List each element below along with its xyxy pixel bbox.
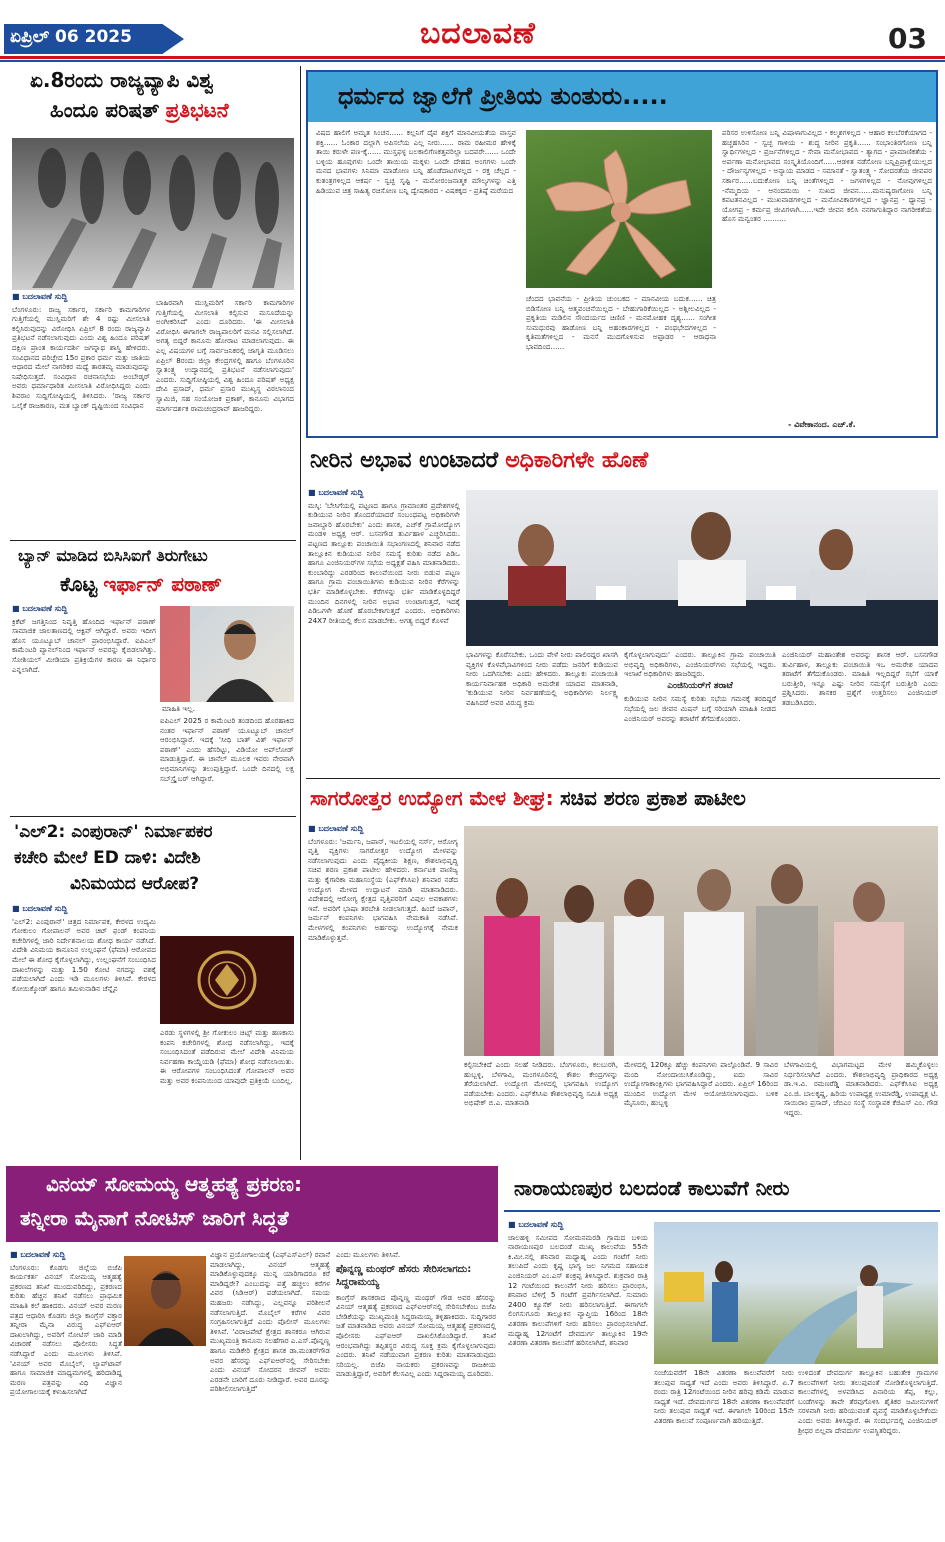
canal-byline: ■ ಬದಲಾವಣೆ ಸುದ್ದಿ	[508, 1220, 564, 1229]
jobfair-body-col3: ಮೇಳದಲ್ಲಿ 120ಕ್ಕೂ ಹೆಚ್ಚು ಕಂಪನಿಗಳು ಪಾಲ್ಗೊಂಡಿವೆ. 9 ಸಾವಿರ ಮಂದಿ ನೋಂದಾಯಿಸಿಕೊಂಡಿದ್ದು, ಐದು ಸಾವಿರ ಉದ್ಯೋಗಾಕಾಂಕ್ಷಿಗಳು ಭಾಗವಹಿಸಿದ್ದಾರೆ ಎಂದರು. ಏಪ್ರಿಲ್ 16ರಿಂದ ಮುಂದಿನ ಉದ್ಯೋಗ ಮೇಳ ಆಯೋಜಿಸಲಾಗುವುದು. ಬಳಿಕ ಮೈಸೂರು, ಹುಬ್ಬಳ್ಳಿ	[624, 1060, 778, 1108]
vhp-headline-red: ಪ್ರತಿಭಟನೆ	[165, 98, 229, 122]
jobfair-body-col4: ಬೆಳಗಾವಿಯಲ್ಲಿ ವಿಭಾಗಮಟ್ಟದ ಮೇಳ ಹಮ್ಮಿಕೊಳ್ಳಲು ನಿರ್ಧರಿಸಲಾಗಿದೆ ಎಂದರು. ಕೌಶಲಾಭಿವೃದ್ಧಿ ಪ್ರಾಧಿಕಾರದ ಅಧ್ಯಕ್ಷ ಡಾ.ಇ.ವಿ. ರಮಣರೆಡ್ಡಿ ಮಾತನಾಡಿದರು. ಎಫ್‌ಕೆಸಿಸಿಐ ಅಧ್ಯಕ್ಷ ಎಂ.ಜಿ. ಬಾಲಕೃಷ್ಣ, ಹಿರಿಯ ಉಪಾಧ್ಯಕ್ಷ ಉಮಾರೆಡ್ಡಿ, ಉಪಾಧ್ಯಕ್ಷ ಟಿ. ಸಾಯಿರಾಂ ಪ್ರಸಾದ್, ಜೆಬಿಎಂ ಸಂಸ್ಥೆ ಸಂಸ್ಥಾಪಕ ಕೆಜಿಎಸ್ ಎಂ. ಗೌಡ ಇದ್ದರು.	[784, 1060, 938, 1117]
water-byline: ■ ಬದಲಾವಣೆ ಸುದ್ದಿ	[308, 488, 364, 497]
canal-headline: ನಾರಾಯಣಪುರ ಬಲದಂಡೆ ಕಾಲುವೆಗೆ ನೀರು	[514, 1176, 790, 1200]
masthead	[0, 0, 945, 58]
protest-crowd-shadow-image	[12, 138, 294, 290]
irfan-body-col1: ಕ್ರಿಕೆಟ್ ಜಗತ್ತಿನಿಂದ ನಿವೃತ್ತಿ ಹೊಂದಿದ ಇರ್ಫಾನ್ ಪಠಾಣ್ ಸಾಮಾಜಿಕ ಜಾಲತಾಣದಲ್ಲಿ ಆಕ್ಟಿವ್ ಆಗಿದ್ದಾರೆ. ಅವರು ಇದೀಗ ಹೊಸ ಯೂಟ್ಯೂಬ್ ಚಾನಲ್ ಪ್ರಾರಂಭಿಸಿದ್ದಾರೆ. ಐಪಿಎಲ್ ಕಾಮೆಂಟರಿ ಪ್ಯಾನಲ್‌ನಿಂದ ಇರ್ಫಾನ್ ಅವರನ್ನು ಕೈಬಿಡಲಾಗಿತ್ತು. ಸೋಶಿಯಲ್ ಮೀಡಿಯಾ ಪ್ರತಿಕ್ರಿಯೆಗಳ ಕಾರಣ ಈ ನಿರ್ಧಾರ ಎನ್ನಲಾಗಿದೆ.	[12, 616, 156, 674]
meeting-photo	[466, 490, 938, 646]
vinay-byline: ■ ಬದಲಾವಣೆ ಸುದ್ದಿ	[10, 1250, 66, 1259]
water-col-3	[624, 650, 776, 776]
irfan-photo-caption: ಮಾಹಿತಿ ಇಲ್ಲ.	[162, 704, 195, 713]
irfan-headline-line2	[60, 572, 222, 596]
article-irfan-pathan	[10, 544, 296, 814]
poem-col-1	[316, 128, 516, 434]
jobfair-col-2	[464, 1060, 618, 1156]
joined-hands-image	[526, 130, 712, 288]
person-portrait-image	[124, 1256, 206, 1346]
poem-body-col2: ಚೆಂದದ ಭಾವನೆಯ - ಪ್ರೀತಿಯ ಚುಂಬಕದ - ಮಾನವೀಯ ಬದುಕ...... ಚಿತ್ರ ಬಿಡಿಸೋಣ ಬನ್ನಿ ಆತ್ಮವಂಚನೆಯಿಲ್ಲದ - ಬೇಹುಗಾರಿಕೆಯಿಲ್ಲದ - ಅಶ್ಲೀಲವಿಲ್ಲದ - ಪ್ರಕೃತಿಯ ಮಡಿಲಿನ ಸೌಂದರ್ಯದ ಚಿಣಿಣಿ - ಮನಮೋಹಕ ದೃಶ್ಯ...... ಸಂಗೀತ ಸುಮಧುರವು ಹಾಡೋಣ ಬನ್ನಿ ಅಹಂಕಾರಗಳಿಲ್ಲದ - ಪಂಥಭೇದಗಳಿಲ್ಲದ - ಕೃತಿಮತೆಗಳಿಲ್ಲದ - ಮನಸೆ ಮುದಗೊಳಿಸುವ ಅಪ್ಪಾಡರ - ಆರಾಧನಾ ಭಾವದಿಂದ......	[526, 294, 716, 351]
water-headline	[310, 448, 648, 473]
canal-body-col2: ಸಂಜೆಯವರೆಗೆ 18ನೇ ವಿತರಣಾ ಕಾಲುವೆವರೆಗೆ ನೀರು ತಲುಪುವ ಸಾಧ್ಯತೆ ಇದೆ ಎಂದು ಅವರು ತಿಳಿಸಿದ್ದಾರೆ. ಏ.7 ರಂದು ರಾತ್ರಿ 12ಗಂಟೆಯಿಂದ ನೀರಿನ ಹರಿವು ಕಡಿಮೆ ಮಾಡುವ ಸಾಧ್ಯತೆ ಇದೆ. ದೇವದುರ್ಗದ 18ನೇ ವಿತರಣಾ ಕಾಲುವೆವರೆಗೆ ನೀರು ತಲುಪುವ ಸಾಧ್ಯತೆ ಇದೆ. ಈಗಾಗಲೇ 10ರಿಂದ 15ನೇ ವಿತರಣಾ ಕಾಲುವೆ ಸಂಪೂರ್ಣವಾಗಿ ಹರಿಯುತ್ತಿದೆ.	[654, 1368, 794, 1425]
vinay-headline-line2: ತನ್ನೀರಾ ಮೈನಾಗೆ ನೋಟಿಸ್ ಜಾರಿಗೆ ಸಿದ್ಧತೆ	[20, 1206, 289, 1230]
vhp-body-col1: ಬೆಂಗಳೂರು: ರಾಜ್ಯ ಸರ್ಕಾರ, ಸರ್ಕಾರಿ ಕಾಮಗಾರಿಗಳ ಗುತ್ತಿಗೆಯಲ್ಲಿ ಮುಸ್ಲಿಮರಿಗೆ ಶೇ 4 ರಷ್ಟು ಮೀಸಲಾತಿ ಕಲ್ಪಿಸಿರುವುದನ್ನು ವಿರೋಧಿಸಿ ಏಪ್ರಿಲ್ 8 ರಂದು ರಾಜ್ಯವ್ಯಾಪಿ ಪ್ರತಿಭಟನೆ ನಡೆಸಲಾಗುವುದು ಎಂದು ವಿಶ್ವ ಹಿಂದೂ ಪರಿಷತ್ ದಕ್ಷಿಣ ಪ್ರಾಂತ ಕಾರ್ಯದರ್ಶಿ ಜಗನ್ನಾಥ ಶಾಸ್ತ್ರಿ ಹೇಳಿದರು. ಸಂವಿಧಾನದ ಪರಿಚ್ಛೇದ 15ರ ಪ್ರಕಾರ ಧರ್ಮ ಮತ್ತು ಜಾತಿಯ ಆಧಾರದ ಮೇಲೆ ನಾಗರಿಕರ ಮಧ್ಯೆ ತಾರತಮ್ಯ ಮಾಡುವುದನ್ನು ನಿಷೇಧಿಸುತ್ತದೆ. ಸಂವಿಧಾನ ರಚನಾಸಭೆಯ ಅಂಬೇಡ್ಕರ್ ಅವರು ಧರ್ಮಾಧಾರಿತ ಮೀಸಲಾತಿ ವಿರೋಧಿಸಿದ್ದರು ಎಂದು ಶಿವರಾಂ ಸುದ್ದಿಗೋಷ್ಠಿಯಲ್ಲಿ ತಿಳಿಸಿದರು. 'ರಾಜ್ಯ ಸರ್ಕಾರ ಒಲೈಕೆ ರಾಜಕಾರಣ, ಮತ ಬ್ಯಾಂಕ್ ದೃಷ್ಟಿಯಿಂದ ಸಂವಿಧಾನ	[12, 304, 150, 410]
water-body-col3b: ಕುಡಿಯುವ ನೀರಿನ ಸಮಸ್ಯೆ ಕುರಿತು ಸಭೆಯ ಗಮನಕ್ಕೆ ತರದಿದ್ದರೆ ಸಭೆಯಲ್ಲಿ ಜಲ ಜೀವನ ಮಿಷನ್ ಬಗ್ಗೆ ಸರಿಯಾಗಿ ಮಾಹಿತಿ ನೀಡದ ಎಂಜಿನಿಯರ್ ಅವರನ್ನು ತರಾಟೆಗೆ ತೆಗೆದುಕೊಂಡರು.	[624, 694, 776, 723]
vhp-headline-line1: ಏ.8ರಂದು ರಾಜ್ಯವ್ಯಾಪಿ ವಿಶ್ವ	[30, 68, 214, 92]
rule-a2-a3	[10, 816, 296, 817]
paper-name: ಬದಲಾವಣೆ	[420, 16, 536, 51]
water-headline-black: ನೀರಿನ ಅಭಾವ ಉಂಟಾದರೆ	[310, 448, 499, 473]
jobfair-photo	[464, 826, 938, 1056]
vinay-body-col3b: ಕಾಂಗ್ರೆಸ್ ಶಾಸಕರಾದ ಪೊನ್ನಣ್ಣ ಮಂಥರ್ ಗೌಡ ಅವರ ಹೆಸರನ್ನು ವಿನಯ್ ಆತ್ಮಹತ್ಯೆ ಪ್ರಕರಣದ ಎಫ್‌ಐಆರ್‌ನಲ್ಲಿ ಸೇರಿಸಬೇಕೆಂಬ ಬಿಜೆಪಿ ಬೇಡಿಕೆಯನ್ನು ಮುಖ್ಯಮಂತ್ರಿ ಸಿದ್ದರಾಮಯ್ಯ ತಳ್ಳಿಹಾಕಿದರು. ಸುದ್ದಿಗಾರರ ಜತೆ ಮಾತನಾಡಿದ ಅವರು ವಿನಯ್ ಸೋಮಯ್ಯ ಆತ್ಮಹತ್ಯೆ ಪ್ರಕರಣದಲ್ಲಿ ಪೊಲೀಸರು ಎಫ್‌ಐಆರ್ ದಾಖಲಿಸಿಕೊಂಡಿದ್ದಾರೆ. ತನಿಖೆ ಆರಂಭವಾಗಿದ್ದು ತಪ್ಪಿತಸ್ಥರ ವಿರುದ್ಧ ಸೂಕ್ತ ಕ್ರಮ ಕೈಗೊಳ್ಳಲಾಗುವುದು ಎಂದರು. ತನಿಖೆ ನಡೆಯುವಾಗ ಪ್ರಕರಣ ಕುರಿತು ಮಾತನಾಡುವುದು ಸರಿಯಲ್ಲ. ಬಿಜೆಪಿ ನಾಯಕರು ಪ್ರಕರಣವನ್ನು ರಾಜಕೀಯ ಮಾಡುತ್ತಿದ್ದಾರೆ, ಅವರಿಗೆ ಕೆಲಸವಿಲ್ಲ ಎಂದು ಸಿದ್ದರಾಮಯ್ಯ ದೂರಿದರು.	[336, 1292, 496, 1379]
ed-headline-line3: ವಿನಿಮಯದ ಆರೋಪ?	[70, 874, 200, 894]
irfan-headline-black: ಕೊಟ್ಟ	[60, 572, 98, 596]
ed-col-1	[12, 904, 156, 1158]
article-job-fair	[306, 782, 940, 1158]
protest-photo	[12, 138, 294, 290]
vinay-col-2	[210, 1250, 330, 1538]
vhp-headline-black: ಹಿಂದೂ ಪರಿಷತ್	[50, 98, 160, 122]
ed-headline-line2: ಕಚೇರಿ ಮೇಲೆ ED ದಾಳಿ: ವಿದೇಶಿ	[14, 848, 201, 868]
page-number: 03	[888, 22, 927, 55]
poem-headline: ಧರ್ಮದ ಜ್ವಾಲೆಗೆ ಪ್ರೀತಿಯ ತುಂತುರು.....	[338, 82, 668, 110]
ed-col-2	[160, 1028, 294, 1158]
jobfair-byline: ■ ಬದಲಾವಣೆ ಸುದ್ದಿ	[308, 824, 364, 833]
vinay-body-col2: ವಿಜ್ಞಾನ ಪ್ರಯೋಗಾಲಯಕ್ಕೆ (ಎಫ್‌ಎಸ್‌ಎಲ್) ರವಾನೆ ಮಾಡಲಾಗಿದ್ದು, ವಿನಯ್ ಆತ್ಮಹತ್ಯೆ ಮಾಡಿಕೊಳ್ಳುವುದಕ್ಕೂ ಮುನ್ನ ಯಾರಿಗಾದರೂ ಕರೆ ಮಾಡಿದ್ದರೇ? ಎಂಬುದನ್ನು ಪತ್ತೆ ಹಚ್ಚಲು ಕರೆಗಳ ವಿವರ (ಸಿಡಿಆರ್) ಪಡೆಯಲಾಗಿದೆ. ಸಮಯ ಮಹಜರು ನಡೆಸಿದ್ದು, ಎಲ್ಲವನ್ನೂ ಪರಿಶೀಲನೆ ನಡೆಸಲಾಗುತ್ತಿದೆ. ಮೊಬೈಲ್ ಕರೆಗಳ ವಿವರ ಸಂಗ್ರಹಿಸಲಾಗುತ್ತಿದೆ ಎಂದು ಪೊಲೀಸ್ ಮೂಲಗಳು ತಿಳಿಸಿವೆ. 'ವಿರಾಜಪೇಟೆ ಕ್ಷೇತ್ರದ ಶಾಸಕರೂ ಆಗಿರುವ ಮುಖ್ಯಮಂತ್ರಿ ಕಾನೂನು ಸಲಹೆಗಾರ ಎ.ಎಸ್.ಪೊನ್ನಣ್ಣ ಹಾಗೂ ಮಡಿಕೇರಿ ಕ್ಷೇತ್ರದ ಶಾಸಕ ಡಾ.ಮಂತರ್‌ಗೌಡ ಅವರ ಹೆಸರನ್ನು ಎಫ್‌ಐಆರ್‌ನಲ್ಲಿ ಸೇರಿಸಬೇಕು ಎಂದು ವಿನಯ್ ಸೋದರನ ಜೀವನ್ ಅವರು ಎರಡನೇ ಬಾರಿಗೆ ದೂರು ನೀಡಿದ್ದಾರೆ. ಅವರ ದೂರನ್ನು ಪರಿಶೀಲಿಸಲಾಗುತ್ತಿದೆ'	[210, 1250, 330, 1394]
water-headline-red: ಅಧಿಕಾರಿಗಳೇ ಹೊಣೆ	[505, 448, 649, 473]
irfan-body-col2: ಐಪಿಎಲ್ 2025 ರ ಕಾಮೆಂಟರಿ ತಂಡದಿಂದ ಹೊರಹಾಕಿದ ನಂತರ ಇರ್ಫಾನ್ ಪಠಾಣ್ ಯೂಟ್ಯೂಬ್ ಚಾನಲ್ ಆರಂಭಿಸಿದ್ದಾರೆ. ಇದಕ್ಕೆ 'ಸೀಧಿ ಬಾತ್ ವಿತ್ ಇರ್ಫಾನ್ ಪಠಾಣ್' ಎಂದು ಹೆಸರಿಟ್ಟು, ವಿಡಿಯೋ ಅಪ್‌ಲೋಡ್ ಮಾಡುತ್ತಿದ್ದಾರೆ. ಈ ಚಾನೆಲ್ ಮೂಲಕ ಇವರು ನೇರವಾಗಿ ಅಭಿಮಾನಿಗಳನ್ನು ತಲುಪುತ್ತಿದ್ದಾರೆ. ಒಂದೇ ದಿನದಲ್ಲಿ ಲಕ್ಷ ಸಬ್‌ಸ್ಕ್ರೈಬರ್ ಆಗಿದ್ದಾರೆ.	[160, 716, 294, 783]
water-col-2	[466, 650, 618, 776]
vinay-body-col1: ಬೆಂಗಳೂರು: ಕೊಡಗು ಜಿಲ್ಲೆಯ ಬಿಜೆಪಿ ಕಾರ್ಯಕರ್ತ ವಿನಯ್ ಸೋಮಯ್ಯ ಆತ್ಮಹತ್ಯೆ ಪ್ರಕರಣದ ತನಿಖೆ ಮುಂದುವರಿದಿದ್ದು, ಪ್ರಕರಣದ ಕುರಿತು ಹೆಚ್ಚಿನ ತನಿಖೆ ನಡೆಸಲು ಪ್ರಾಥಮಿಕ ಮಾಹಿತಿ ಕಲೆ ಹಾಕಿದರು. ವಿನಯ್ ಅವರ ಮರಣ ಪತ್ರದ ಆಧಾರಿಸಿ ಕೊಡಗು ಜಿಲ್ಲಾ ಕಾಂಗ್ರೆಸ್ ವಕ್ತಾರ ತನ್ನೀರಾ ಮೈನಾ ವಿರುದ್ಧ ಎಫ್‌ಐಆರ್ ದಾಖಲಾಗಿದ್ದು, ಅವರಿಗೆ ನೋಟಿಸ್ ಜಾರಿ ಮಾಡಿ ವಿಚಾರಣೆ ನಡೆಸಲು ಪೊಲೀಸರು ಸಿದ್ಧತೆ ನಡೆಸಿದ್ದಾರೆ ಎಂದು ಮೂಲಗಳು ತಿಳಿಸಿವೆ. 'ವಿನಯ್ ಅವರ ಮೊಬೈಲ್, ಲ್ಯಾಪ್‌ಟಾಪ್ ಹಾಗೂ ಸಾಮಾಜಿಕ ಮಾಧ್ಯಮಗಳಲ್ಲಿ ಹರಿದಾಡಿದ್ದ ಮರಣ ಪತ್ರವನ್ನು ವಿಧಿ ವಿಜ್ಞಾನ ಪ್ರಯೋಗಾಲಯಕ್ಕೆ ಕಳುಹಿಸಲಾಗಿದೆ	[10, 1262, 122, 1397]
water-body-col1: ಮಸ್ಕಿ: 'ಬೇಸಿಗೆಯಲ್ಲಿ ಪಟ್ಟಣದ ಹಾಗೂ ಗ್ರಾಮಾಂತರ ಪ್ರದೇಶಗಳಲ್ಲಿ ಕುಡಿಯುವ ನೀರಿನ ತೊಂದರೆಯಾದರೆ ಸಂಬಂಧಪಟ್ಟ ಅಧಿಕಾರಿಗಳೇ ಜವಾಬ್ದಾರಿ ಹೊರಬೇಕು' ಎಂದು ಶಾಸಕ, ಎಚ್‌ಕೆ ಗ್ರಾಮೋದ್ಯೋಗ ಮಂಡಳಿ ಅಧ್ಯಕ್ಷ ಆರ್. ಬಸನಗೌಡ ತುರ್ವಿಹಾಳ ಎಚ್ಚರಿಸಿದರು. ಪಟ್ಟಣದ ತಾಲ್ಲೂಕು ಪಂಚಾಯಿತಿ ಸಭಾಂಗಣದಲ್ಲಿ ಶನಿವಾರ ನಡೆದ ತಾಲ್ಲೂಕಿನ ಕುಡಿಯುವ ನೀರಿನ ಸಮಸ್ಯೆ ಕುರಿತು ನಡೆದ ಪಿಡಿಒ ಹಾಗೂ ಎಂಜಿನಿಯರ್‌ಗಳ ಸಭೆಯ ಅಧ್ಯಕ್ಷತೆ ವಹಿಸಿ ಮಾತನಾಡಿದರು. ಕುಂಬಾರಿದ್ದು ಎರಡರಿಂದ ಕಾಲುವೆಯಿಂದ ನೀರು ಬಿಡುವ ಪಟ್ಟಣ ಹಾಗೂ ಗ್ರಾಮ ಪಂಚಾಯಿತಿಗಳು ಕುಡಿಯುವ ನೀರಿನ ಕೆರೆಗಳನ್ನು ಭರ್ತಿ ಮಾಡಿಕೊಳ್ಳಬೇಕು. ಕೆರೆಗಳನ್ನು ಭರ್ತಿ ಮಾಡಿಕೊಳ್ಳದಿದ್ದರೆ ಮುಂದಿನ ದಿನಗಳಲ್ಲಿ ನೀರಿನ ಅಭಾವ ಉಂಟಾಗುತ್ತದೆ, ಇದಕ್ಕೆ ಪಿಡಿಒಗಳೇ ಹೊಣೆ ಹೊರಬೇಕಾಗುತ್ತದೆ ಎಂದರು. ಅಧಿಕಾರಿಗಳು 24X7 ರೀತಿಯಲ್ಲಿ ಕೆಲಸ ಮಾಡಬೇಕು. ಅಗತ್ಯ ಬಿದ್ದರೆ ಕೊಳವೆ	[308, 500, 460, 625]
irfan-col-1	[12, 604, 156, 812]
article-ed-raid	[10, 820, 296, 1160]
vinay-col-1	[10, 1250, 122, 1538]
article-vinay-somaiah	[6, 1166, 498, 1538]
poem-col-3	[722, 128, 932, 418]
irfan-headline-red: ಇರ್ಫಾನ್ ಪಠಾಣ್	[103, 572, 222, 596]
vinay-headline-line1: ವಿನಯ್ ಸೋಮಯ್ಯ ಆತ್ಮಹತ್ಯೆ ಪ್ರಕರಣ:	[46, 1172, 302, 1196]
date-text: ಏಪ್ರಿಲ್ 06 2025	[10, 27, 132, 47]
rule-a1-a2	[10, 540, 296, 541]
jobfair-body-col2: ಕಲ್ಪಿಸಬೇಕಿದೆ ಎಂದು ಸಲಹೆ ನೀಡಿದರು. ಬೆಂಗಳೂರು, ಕಲಬುರಗಿ, ಹುಬ್ಬಳ್ಳಿ, ಬೆಳಗಾವಿ, ಮಂಗಳೂರಿನಲ್ಲಿ ಕೌಶಲ ಕೇಂದ್ರಗಳನ್ನು ತೆರೆಯಲಾಗಿದೆ. ಉದ್ಯೋಗ ಮೇಳದಲ್ಲಿ ಭಾಗವಹಿಸಿ ಉದ್ಯೋಗ ಪಡೆಯಬೇಕು ಎಂದರು. ಎಫ್‌ಕೆಸಿಸಿಐ ಕೌಶಲಾಭಿವೃದ್ಧಿ ಸಮಿತಿ ಅಧ್ಯಕ್ಷ ಅಭಿಷೇಕ್ ಬಿ.ಎ. ಮಾತನಾಡಿ	[464, 1060, 618, 1108]
poem-body-col3: ಪರಿಸರ ಉಳಿಸೋಣ ಬನ್ನಿ ವಿಷಾಳಾಗುವಿಲ್ಲದ - ಕಲ್ಮಶಗಳಿಲ್ಲದ - ಆಹಾರ ಕಲಬೆರಕೆಯಾಗದ - ಹಚ್ಚಹಸಿರಿನ - ಸ್ವಚ್ಛ ಗಾಳಿಯ - ಶುದ್ಧ ನೀರಿನ ಪ್ರಕೃತಿ...... ಸಂಭಾಂತಿರಗೋಣ ಬನ್ನಿ ಸ್ವಾರ್ಥಿಗಳಲ್ಲದ - ಪ್ರರ್ಜನೆಗಳಿಲ್ಲದ - ಸೇವಾ ಮನೋಭಾವದ - ತ್ಯಾಗದ - ಪ್ರಾಮಾಣಿಕತೆಯ - ಅರ್ಪಣಾ ಮನೋಭಾವದ ಸಂಸ್ಕೃತಿಯೊಂದಿಗೆ......ಆಡಳಿತ ನಡೆಸೋಣ ಬನ್ನಿಪ್ರಿಪ್ರಾಕ್ಷೆಯುಲ್ಲದ - ದೌರ್ಜನ್ಯಗಳಿಲ್ಲದ - ಅನ್ಯಾಯ ಮಾಡದ - ಸಮಾನತೆ - ಸ್ವಾತಂತ್ರ್ಯ - ಸೋದರತೆಯ ಜೀವಪರ ಸರ್ಕಾರ......ಬದುಕೋಣ ಬನ್ನಿ ಚಿಂತೆಗಳಿಲ್ಲದ - ಜಗಳಗಳಿಲ್ಲದ - ನೋವುಗಳಿಲ್ಲದ -ನೆಮ್ಮದಿಯ - ಆನಂದಮಯಿ - ಸುಖದ ಜೀವನ......ಮನುಷ್ಯರಾಗೋಣ ಬನ್ನಿ ಕಪಟತನವಿಲ್ಲದ - ಮುಖವಾಡಗಳಿಲ್ಲದ - ಮನೋವಿಕಾರಗಳಿಲ್ಲದ - ಜ್ಞಾನಪ್ರ - ಧ್ಯಾನಪ್ರ - ಯೋಗಪ್ರ - ಕರ್ಮಪ್ರ ಜೀವಿಗಳಾಗಿ......ಇದೇ ಜೀವನ ಕಲಿಸಿ ನನಗಾಗುತಿದ್ದಾರ ನಾಗರೀಕತೆಯ ಹೊಸ ಮನ್ವಂತರ ..........	[722, 128, 932, 224]
water-body-col2: ಭಾವಿಗಳನ್ನು ಕೊರೆಸಬೇಕು. ಒಂದು ವೇಳೆ ನೀರು ಪಾಲಿರದ್ದರ ಖಾಸಗಿ ವ್ಯಕ್ತಿಗಳ ಕೊಳವೆಭಾವಿಗಳಿಂದ ನೀರು ಪಡೆದು ಜನರಿಗೆ ಕುಡಿಯುವ ನೀರು ಒದಗಿಸಬೇಕು ಎಂದು ಹೇಳಿದರು. ತಾಲ್ಲೂಕು ಪಂಚಾಯಿತಿ ಕಾರ್ಯನಿರ್ವಾಹಕ ಅಧಿಕಾರಿ ಅಮರೇಶ ಯಾದವ ಮಾತನಾಡಿ, 'ಕುಡಿಯುವ ನೀರಿನ ನಿರ್ವಹಣೆಯಲ್ಲಿ ಅಧಿಕಾರಿಗಳು ನಿರ್ಲಕ್ಷ್ಯ ವಹಿಸಿದರೆ ಅವರ ವಿರುದ್ಧ ಕ್ರಮ	[466, 650, 618, 707]
irfan-photo	[160, 606, 294, 702]
irfan-col-2	[160, 716, 294, 812]
jobfair-headline-black: ಸಚಿವ ಶರಣ ಪ್ರಕಾಶ ಪಾಟೀಲ	[559, 786, 746, 810]
irfan-headline-line1: ಬ್ಯಾನ್ ಮಾಡಿದ ಬಿಸಿಸಿಐಗೆ ತಿರುಗೇಟು	[18, 546, 208, 565]
jobfair-col-1	[308, 824, 458, 1062]
poem-col-2	[526, 294, 716, 434]
canal-col-3	[798, 1368, 938, 1538]
person-portrait-image	[160, 606, 294, 702]
article-vhp-protest	[10, 66, 296, 538]
canal-photo	[654, 1222, 938, 1364]
canal-body-col1: ಜಾಲಹಳ್ಳಿ ಸಮೀಪದ ಸೋಮನಮರಡಿ ಗ್ರಾಮದ ಬಳಿಯ ನಾರಾಯಣಪುರ ಬಲದಂಡೆ ಮುಖ್ಯ ಕಾಲುವೆಯ 55ನೇ ಕಿ.ಮೀ.ನಲ್ಲಿ ಶನಿವಾರ ಮಧ್ಯಾಹ್ನ ಎಂದು ಗಂಟೆಗೆ ನೀರು ತಲುಪಿದೆ ಎಂದು ಕೃಷ್ಣ ಭಾಗ್ಯ ಜಲ ನಿಗಮದ ಸಹಾಯಕ ಎಂಜಿನಿಯರ್ ಎಂ.ಎಸ್ ಶಂಕ್ರಪ್ಪ ತಿಳಿಸಿದ್ದಾರೆ. ಶುಕ್ರವಾರ ರಾತ್ರಿ 12 ಗಂಟೆಯಿಂದ ಕಾಲುವೆಗೆ ನೀರು ಹರಿಸಲು ಪ್ರಾರಂಭಿಸಿ, ಶನಿವಾರ ಬೆಳಿಗ್ಗೆ 5 ಗಂಟೆಗೆ ಪ್ರವರ್ಗಿಸಲಾಗಿದೆ. ಸುಮಾರು 2400 ಕ್ಯೂಸೆಕ್ ನೀರು ಹರಿಸಲಾಗುತ್ತಿದೆ. ಈಗಾಗಲೇ ಲಿಂಗಸುಗೂರು ತಾಲ್ಲೂಕಿನ ವ್ಯಾಪ್ತಿಯ 16ರಿಂದ 18ನೇ ವಿತರಣಾ ಕಾಲುವೆಗಳಿಗೆ ನೀರು ಹರಿಸಲು ಪ್ರಾರಂಭಿಸಲಾಗಿದೆ. ಮಧ್ಯಾಹ್ನ 12ಗಂಟೆಗೆ ದೇವದುರ್ಗ ತಾಲ್ಲೂಕಿನ 19ನೇ ವಿತರಣಾ ವಿತರಣಾ ಕಾಲುವೆಗೆ ಹರಿಸಲಾಗಿದೆ, ಶನಿವಾರ	[508, 1232, 648, 1348]
irfan-byline: ■ ಬದಲಾವಣೆ ಸುದ್ದಿ	[12, 604, 68, 613]
officials-meeting-image	[466, 490, 938, 646]
ed-logo-photo	[160, 936, 294, 1024]
ed-body-col1: 'ಎಲ್2: ಎಂಪುರಾನ್' ಚಿತ್ರದ ನಿರ್ಮಾಪಕ, ಕೇರಳದ ಉದ್ಯಮಿ ಗೋಕುಲಂ ಗೋಪಾಲನ್ ಅವರ ಚಿಟ್ ಫಂಡ್ ಕಂಪನಿಯ ಕಚೇರಿಗಳಲ್ಲಿ ಜಾರಿ ನಿರ್ದೇಶನಾಲಯ ಶೋಧ ಕಾರ್ಯ ನಡೆಸಿದೆ. ವಿದೇಶಿ ವಿನಿಮಯ ಕಾನೂನಿನ ಉಲ್ಲಂಘನೆ (ಫೆಮಾ) ಆರೋಪದ ಮೇಲೆ ಈ ಶೋಧ ಕೈಗೊಳ್ಳಲಾಗಿದ್ದು, ಉಲ್ಲಂಘನೆಗೆ ಸಂಬಂಧಿಸಿದ ದಾಖಲೆಗಳನ್ನು ಮತ್ತು 1.50 ಕೋಟಿ ನಗದನ್ನು ವಶಕ್ಕೆ ಪಡೆಯಲಾಗಿದೆ ಎಂದು ಇಡಿ ಮೂಲಗಳು ತಿಳಿಸಿವೆ. ಕೇರಳದ ಕೋಯಿಕ್ಕೋಡ್ ಹಾಗೂ ತಮಿಳುನಾಡಿನ ಚೆನ್ನೈನ	[12, 916, 156, 993]
water-col-1	[308, 488, 460, 776]
jobfair-body-col1: ಬೆಂಗಳೂರು: 'ಜರ್ಮನಿ, ಜಪಾನ್, ಇಟಲಿಯಲ್ಲಿ ನರ್ಸ್, ಆರೋಗ್ಯ ವೃತ್ತಿ ವ್ಯಕ್ತಿಗಳು ಸಾಗರೋತ್ತರ ಉದ್ಯೋಗ ಮೇಳವನ್ನು ನಡೆಸಲಾಗುವುದು ಎಂದು ವೈದ್ಯಕೀಯ ಶಿಕ್ಷಣ, ಕೌಶಲಾಭಿವೃದ್ಧಿ ಸಚಿವ ಶರಣ ಪ್ರಕಾಶ ಪಾಟೀಲ ಹೇಳಿದರು. ಕರ್ನಾಟಕ ವಾಣಿಜ್ಯ ಮತ್ತು ಕೈಗಾರಿಕಾ ಮಹಾಸಂಸ್ಥೆಯ (ಎಫ್‌ಕೆಸಿಸಿಐ) ಶನಿವಾರ ನಡೆದ ಉದ್ಯೋಗ ಮೇಳದ ಉದ್ಘಾಟನೆ ಮಾಡಿ ಮಾತನಾಡಿದರು. ವಿದೇಶದಲ್ಲಿ ಆರೋಗ್ಯ ಕ್ಷೇತ್ರದ ವೃತ್ತಿಪರರಿಗೆ ವಿಪುಲ ಅವಕಾಶಗಳು ಇವೆ. ಅವರಿಗೆ ಭಾಷಾ ತರಬೇತಿ ನೀಡಲಾಗುತ್ತದೆ. ಹಿಂದೆ ಜಪಾನ್, ಜರ್ಮನ್ ಕಂಪನಿಗಳು ಭಾಗವಹಿಸಿ ನೇಮಕಾತಿ ನಡೆಸಿವೆ. ಮೇಳಗಳಲ್ಲಿ ಕಂಪನಿಗಳು ಅರ್ಹರನ್ನು ಉದ್ಯೋಗಕ್ಕೆ ನೇಮಕ ಮಾಡಿಕೊಳ್ಳುತ್ತವೆ.	[308, 836, 458, 942]
hands-photo	[526, 130, 712, 288]
vinay-body-col3a: ಎಂದು ಮೂಲಗಳು ತಿಳಿಸಿವೆ.	[336, 1250, 401, 1259]
ed-headline-line1: 'ಎಲ್2: ಎಂಪುರಾನ್' ನಿರ್ಮಾಪಕರ	[14, 822, 213, 842]
column-divider	[300, 66, 301, 1160]
vhp-col-2	[156, 298, 294, 536]
enforcement-directorate-emblem-image	[160, 936, 294, 1024]
water-body-col3: ಕೈಗೊಳ್ಳಲಾಗುವುದು' ಎಂದರು. ತಾಲ್ಲೂಕಿನ ಗ್ರಾಮ ಪಂಚಾಯಿತಿ ಅಭಿವೃದ್ಧಿ ಅಧಿಕಾರಿಗಳು, ಎಂಜಿನಿಯರ್‌ಗಳು ಸಭೆಯಲ್ಲಿ ಇದ್ದರು. ಇಲಾಖೆ ಅಧಿಕಾರಿಗಳು ಹಾಜರಿದ್ದರು.	[624, 650, 776, 679]
vinay-col-3	[336, 1250, 496, 1538]
ed-byline: ■ ಬದಲಾವಣೆ ಸುದ್ದಿ	[12, 904, 68, 913]
article-water-shortage	[306, 446, 940, 776]
vhp-headline-line2	[50, 98, 229, 122]
job-fair-crowd-image	[464, 826, 938, 1056]
water-col-4	[782, 650, 938, 776]
jobfair-headline-red: ಸಾಗರೋತ್ತರ ಉದ್ಯೋಗ ಮೇಳ ಶೀಘ್ರ:	[310, 786, 554, 810]
poem-body-col1: ವಿಷದ ಹಾಲಿಗೆ ಅಮೃತ ಸಿಂಚನ...... ಕಲ್ಲನಿಗೆ ದೈವ ಶಕ್ತಿಗೆ ಮಾನವೀಯತೆಯ ವಾಸ್ತವ ಶಕ್ತಿ...... ಓಂಕಾರ ದಲ್ಲಾಗಿ ಅಪಿಸಲೆಯ ಎಲ್ಲ ನೀರು...... ರಾಮ ರಹೀಮರ ಹೇಳಿಕ್ಕೆ ತಾಯಿ ಕರುಳೇ ಪಣ-ಕ್ಕೆ...... ಮುಸ್ತಫಳ್ಳ ಬಲಕಾಲಿಗೆಣಕತ್ತವರಿಲ್ಲಾ ಬದವರೇ...... ಒಂದೇ ಬಳ್ಳಿಯ ಹೂವುಗಳು ಒಂದೇ ತಾಯಿಯ ಮಕ್ಕಳು ಒಂದೇ ದೇಹದ ಅಂಗಗಳು ಒಂದೇ ಮನದ ಭಾವಗಳು ಸಿನಿಮಾ ಮಾಡೋಣ ಬನ್ನಿ ಹೊಡೆದಾಟಗಳಲ್ಲದ - ರಕ್ತ ಚೆಲ್ಲದ - ಕುತಂತ್ರಗಳಿಲ್ಲದ ಆಕರ್ಷ - ಸ್ವಚ್ಛ ಸೃಷ್ಟಿ - ಮನೋರಂಜನಾತ್ಮಕ ಮೌಲ್ಯಗಳನ್ನು ಎತ್ತಿ ಹಿಡಿಯುವ ಚಿತ್ರ ಸಾಹಿತ್ಯ ರಚಿಸೋಣ ಬನ್ನಿ ದ್ವೇಷಕಾರದ - ವಿಷಕಕ್ಕದ - ಪ್ರತಿಷ್ಠೆ ಮರೆಯದ	[316, 128, 516, 195]
poem-author: - ವಿವೇಕಾನಂದ. ಎಚ್.ಕೆ.	[788, 420, 856, 429]
article-canal-water	[504, 1166, 940, 1538]
jobfair-col-4	[784, 1060, 938, 1156]
vinay-photo	[124, 1256, 206, 1346]
canal-col-2	[654, 1368, 794, 1538]
vinay-subhead: ಪೊನ್ನಣ್ಣ ಮಂಥರ್ ಹೆಸರು ಸೇರಿಸಲಾಗದು: ಸಿದ್ದರಾಮಯ್ಯ	[336, 1263, 472, 1288]
rule-a5-a6	[306, 778, 940, 779]
masthead-rule-blue	[0, 60, 945, 62]
canal-body-col3: ಉಳಿದಂತೆ ದೇವದುರ್ಗ ತಾಲ್ಲೂಕಿನ ಬಹುತೇಕ ಗ್ರಾಮಗಳ ಕಾಲುವೆಗಳಿಗೆ ನೀರು ತಲುಪುವಂತೆ ನೋಡಿಕೊಳ್ಳಲಾಗುತ್ತಿದೆ. ಕಾಲುವೆಗಳಲ್ಲಿ ಅಳವಡಿಸಿದ ಪಿನಾರಿಯ ತೆಪ್ಪ, ಕಲ್ಲು, ಬಂಡೆಗಳನ್ನು ತಾವೇ ತೆರವುಗೊಳಿಸಿ ಶೈತಿಕರ ಜಮೀನುಗಳಿಗೆ ಸರಳವಾಗಿ ನೀರು ಹರಿಯುವಂತೆ ವ್ಯವಸ್ಥೆ ಮಾಡಿಕೊಳ್ಳಬೇಕೆಂದು ಎಂದು ಅವರು ತಿಳಿಸಿದ್ದಾರೆ. ಈ ಸಂದರ್ಭದಲ್ಲಿ ಎಂಜಿನಿಯರ್ ಶ್ರೀಧರ ಬಿಲ್ಲವಾ ದೇವದುರ್ಗ ಉಪಸ್ಥಿತರಿದ್ದರು.	[798, 1368, 938, 1435]
canal-with-officials-image	[654, 1222, 938, 1364]
water-subhead: ಎಂಜಿನಿಯರ್‌ಗೆ ತರಾಟೆ	[667, 680, 733, 691]
canal-col-1	[508, 1220, 648, 1538]
vhp-body-col2: ಬಾಹಿರವಾಗಿ ಮುಸ್ಲಿಮರಿಗೆ ಸರ್ಕಾರಿ ಕಾಮಗಾರಿಗಳ ಗುತ್ತಿಗೆಯಲ್ಲಿ ಮೀಸಲಾತಿ ಕಲ್ಪಿಸುವ ಮಸೂದೆಯನ್ನು ಅಂಗೀಕರಿಸಿದೆ' ಎಂದು ದೂರಿದರು. 'ಈ ಮೀಸಲಾತಿ ವಿರೋಧಿಸಿ ಈಗಾಗಲೇ ರಾಜ್ಯಪಾಲರಿಗೆ ಮನವಿ ಸಲ್ಲಿಸಲಾಗಿದೆ. ಅಗತ್ಯ ಬಿದ್ದರೆ ಕಾನೂನು ಹೋರಾಟ ಮಾಡಲಾಗುವುದು. ಈ ಎಲ್ಲ ವಿಷಯಗಳ ಬಗ್ಗೆ ಸಾರ್ವಜನಿಕರಲ್ಲಿ ಜಾಗೃತಿ ಮೂಡಿಸಲು ಏಪ್ರಿಲ್ 8ರಂದು ಜಿಲ್ಲಾ ಕೇಂದ್ರಗಳಲ್ಲಿ ಹಾಗೂ ಬೆಂಗಳೂರಿನ ಸ್ವಾತಂತ್ರ್ಯ ಉದ್ಯಾನದಲ್ಲಿ ಪ್ರತಿಭಟನೆ ನಡೆಸಲಾಗುವುದು' ಎಂದರು. ಸುದ್ದಿಗೋಷ್ಠಿಯಲ್ಲಿ ವಿಶ್ವ ಹಿಂದೂ ಪರಿಷತ್ ಅಧ್ಯಕ್ಷ ದೇವಿ ಪ್ರಸಾದ್, ಧರ್ಮ ಪ್ರಸಾರ ಮುಖ್ಯಸ್ಥ ವಿಠಲಾನಂದ ಸ್ವಾಮಿಜಿ, ಸಹ ಸಂಯೋಜಕ ಪ್ರಕಾಶ್, ಕಾನೂನು ವಿಭಾಗದ ಮಾರ್ಗದರ್ಶಕ ರಾಮಚಂದ್ರರಾವ್ ಹಾಜರಿದ್ದರು.	[156, 298, 294, 413]
ed-body-col2: ಎರಡು ಸ್ಥಳಗಳಲ್ಲಿ ಶ್ರೀ ಗೋಕುಲಂ ಚಿಟ್ಸ್ ಮತ್ತು ಹಣಕಾಸು ಕಂಪನಿ ಕಚೇರಿಗಳಲ್ಲಿ ಶೋಧ ನಡೆಸಲಾಗಿದ್ದು, ಇದಕ್ಕೆ ಸಂಬಂಧಿಸಿದಂತೆ ಪಡೆದಿರುವ ಮೇಲೆ ವಿದೇಶಿ ವಿನಿಮಯ ನಿರ್ವಹಣಾ ಕಾಯ್ದೆಯಡಿ (ಫೆಮಾ) ಶೋಧ ನಡೆಸಲಾಯಿತು. ಈ ಆರೋಪಗಳ ಸಂಬಂಧಿಸಿದಂತೆ ಗೋಪಾಲನ್ ಅವರ ಮತ್ತು ಅವರ ಕಂಪನಿಯಿಂದ ಯಾವುದೇ ಪ್ರತಿಕ್ರಿಯೆ ಬಂದಿಲ್ಲ.	[160, 1028, 294, 1085]
jobfair-headline	[310, 786, 746, 810]
vhp-byline: ■ ಬದಲಾವಣೆ ಸುದ್ದಿ	[12, 292, 68, 301]
water-body-col4: ಎಂಜಿನಿಯರ್ ಮಹಾಂತೇಶ ಅವರನ್ನು ಶಾಸಕ ಆರ್. ಬಸನಗೌಡ ತುರ್ವಿಹಾಳ, ತಾಲ್ಲೂಕು ಪಂಚಾಯಿತಿ ಇಒ ಅಮರೇಶ ಯಾದವ ತರಾಟೆಗೆ ತೆಗೆದುಕೊಂಡರು. ಮಾಹಿತಿ ಇಲ್ಲದಿದ್ದರೆ ಸಭೆಗೆ ಯಾಕೆ ಬರುತ್ತೀರಿ, ಇನ್ನೂ ಎಷ್ಟು ನೀರಿನ ಸಮಸ್ಯೆಗೆ ಬರುತ್ತೀರಿ ಎಂದು ಪ್ರಶ್ನಿಸಿದರು. ಶಾಸಕರ ಪ್ರಶ್ನೆಗೆ ಉತ್ತರಿಸಲು ಎಂಜಿನಿಯರ್ ತಡಬಡಿಸಿದರು.	[782, 650, 938, 707]
article-poem	[306, 70, 938, 438]
masthead-rule-red	[0, 56, 945, 59]
jobfair-col-3	[624, 1060, 778, 1156]
vhp-col-1	[12, 292, 150, 536]
